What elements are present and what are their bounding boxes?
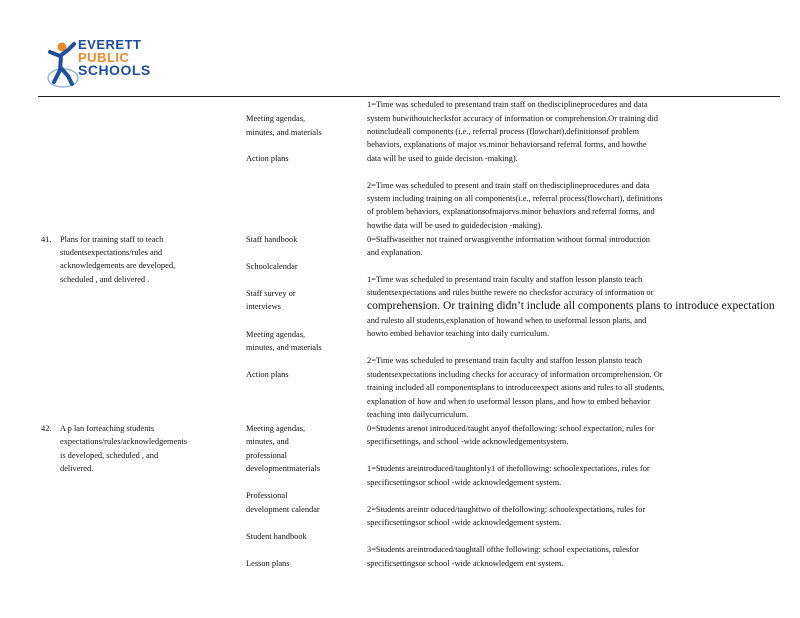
logo-line-everett: EVERETT [78, 37, 142, 52]
item-42-number: 42. [41, 424, 52, 433]
item-42-rubric: 2=Students areintr oduced/taughttwo of thefollowing: schoolexpectations, rules for [367, 505, 646, 514]
item-42-line: is developed, scheduled , and [60, 451, 159, 460]
item-41-evidence: Meeting agendas, [246, 330, 306, 339]
item-41-evidence: minutes, and materials [246, 343, 322, 352]
item-41-rubric: and rulesto all students,explanation of howand when to useformal lesson plans, and [367, 316, 647, 325]
item-41-line: studentsexpectations/rules and [60, 248, 163, 257]
item-42-rubric: 1=Students areintroduced/taughtonly1 of thefollowing: schoolexpectations, rules for [367, 464, 650, 473]
item-42-evidence: development calendar [246, 505, 320, 514]
logo-line-schools: SCHOOLS [78, 62, 151, 78]
item-41-line: acknowledgements are developed, [60, 261, 176, 270]
district-logo [46, 38, 186, 98]
evidence-top-3: Action plans [246, 154, 289, 163]
rubric-top-line: data will be used to guide decision -making). [367, 154, 518, 163]
rubric-top-line: 2=Time was scheduled to present and train staff on thedisciplineprocedures and data [367, 181, 650, 190]
item-41-evidence: Staff survey or [246, 289, 296, 298]
item-41-rubric: and explanation. [367, 248, 423, 257]
rubric-top-line: 1=Time was scheduled to presentand train staff on thedisciplineprocedures and data [367, 100, 648, 109]
item-41-rubric: 0=Staffwaseither not trained orwasgiventhe information without formal introduction [367, 235, 650, 244]
item-41-evidence: Action plans [246, 370, 289, 379]
evidence-top-2: minutes, and materials [246, 128, 322, 137]
item-42-rubric: 0=Students arenot introduced/taught anyof thefollowing: school expectation, rules for [367, 424, 655, 433]
item-41-rubric: studentsexpectations and rules butthe rewere no checksfor accuracy of information or [367, 288, 654, 297]
item-41-rubric: explanation of how and when to useformal lesson plans, and how to embed behavior [367, 397, 651, 406]
item-42-evidence: Meeting agendas, [246, 424, 306, 433]
item-41-number: 41. [41, 235, 52, 244]
item-42-evidence: professional [246, 451, 287, 460]
item-41-evidence: interviews [246, 302, 281, 311]
item-41-rubric: teaching into dailycurriculum. [367, 410, 469, 419]
item-41-rubric: 2=Time was scheduled to presentand train faculty and staffon lesson plansto teach [367, 356, 643, 365]
item-41-evidence: Schoolcalendar [246, 262, 298, 271]
item-42-rubric: specificsettingsor school -wide acknowledgement system. [367, 478, 562, 487]
rubric-top-line: howthe data will be used to guidedecision -making). [367, 221, 543, 230]
header-divider [38, 96, 780, 97]
rubric-top-line: of problem behaviors, explanationsofmajorvs.minor behaviors and referral forms, and [367, 207, 655, 216]
evidence-top-1: Meeting agendas, [246, 114, 306, 123]
item-42-evidence: minutes, and [246, 437, 289, 446]
item-42-evidence: Professional [246, 491, 288, 500]
student-figure-icon [46, 38, 80, 90]
item-42-evidence: Lesson plans [246, 559, 290, 568]
rubric-top-line: system including training on all components(i.e., referral process(flowchart), definitions [367, 194, 663, 203]
item-41-evidence: Staff handbook [246, 235, 298, 244]
item-41-rubric: 1=Time was scheduled to presentand train faculty and staffon lesson plansto teach [367, 275, 643, 284]
item-41-rubric: training included all componentsplans to introduceexpect ations and rules to all students, [367, 383, 665, 392]
item-42-line: delivered. [60, 464, 94, 473]
rubric-top-line: system butwithoutchecksfor accuracy of information or comprehension.Or training did [367, 114, 658, 123]
item-41-rubric: howto embed behavior teaching into daily curriculum. [367, 329, 550, 338]
item-42-rubric: specificsettingsor school -wide acknowledgement system. [367, 518, 562, 527]
item-41-rubric: comprehension. Or training didn’t include all components plans to introduce expectation [367, 300, 775, 312]
item-42-rubric: 3=Students areintroduced/taughtall ofthe following: school expectations, rulesfor [367, 545, 639, 554]
item-42-rubric: specificsettings, and school -wide acknowledgementsystem. [367, 437, 569, 446]
logo-line-public: PUBLIC [78, 50, 130, 65]
item-42-line: expectations/rules/acknowledgements [60, 437, 187, 446]
item-42-line: A p lan forteaching students [60, 424, 154, 433]
rubric-top-line: behaviors, explanations of major vs.minor behaviorsand referral forms, and howthe [367, 140, 647, 149]
item-41-line: Plans for training staff to teach [60, 235, 164, 244]
item-41-rubric: studentsexpectations including checks for accuracy of information orcomprehension. Or [367, 370, 663, 379]
rubric-top-line: notincludeall components (i.e., referral process (flowchart),definitionsof problem [367, 127, 640, 136]
item-42-rubric: specificsettingsor school -wide acknowledgem ent system. [367, 559, 564, 568]
item-41-line: scheduled , and delivered . [60, 275, 150, 284]
item-42-evidence: Student handbook [246, 532, 307, 541]
item-42-evidence: developmentmaterials [246, 464, 320, 473]
